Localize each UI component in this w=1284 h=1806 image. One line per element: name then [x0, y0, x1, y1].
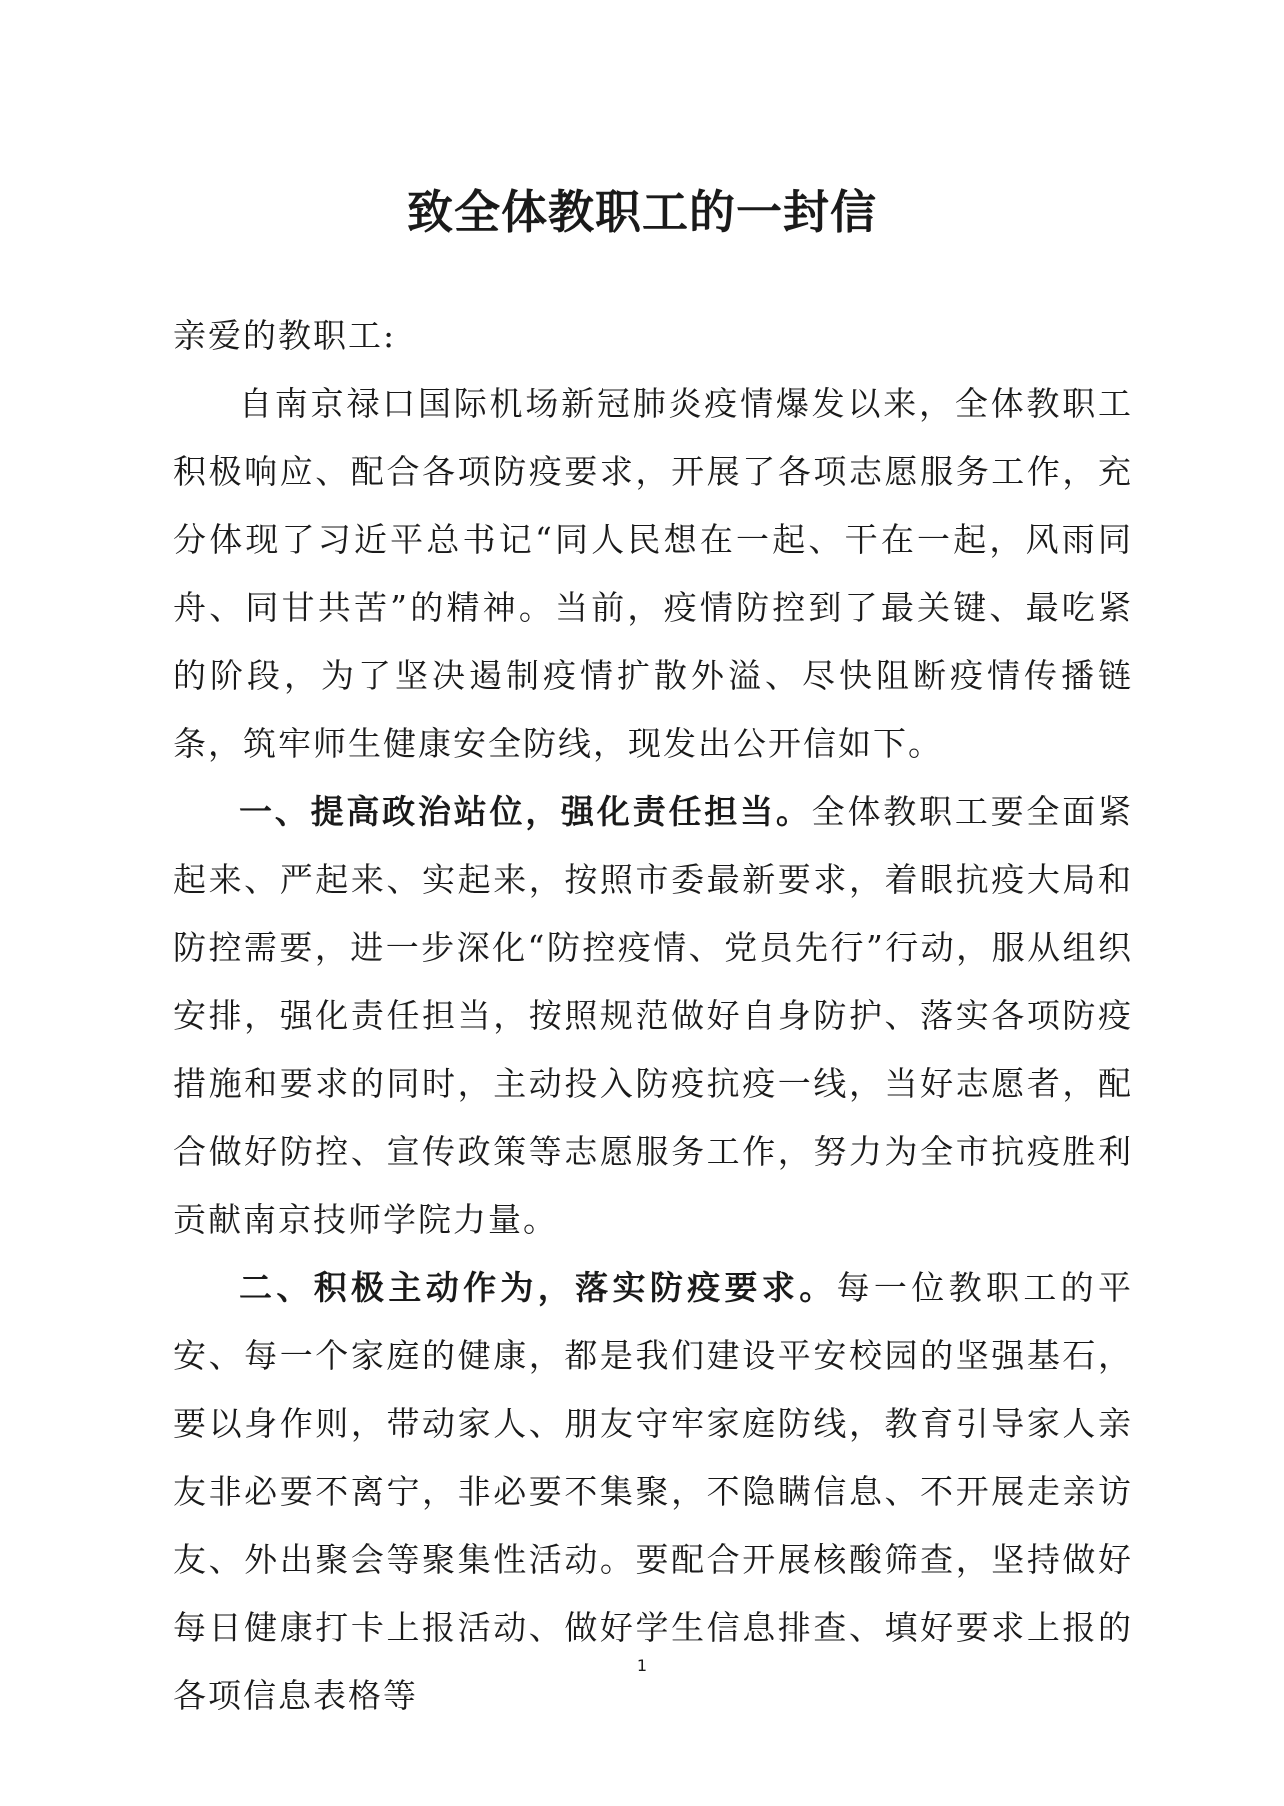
page-number: 1: [636, 1656, 648, 1675]
section-one-text: 全体教职工要全面紧起来、严起来、实起来，按照市委最新要求，着眼抗疫大局和防控需要，进一步深化“防控疫情、党员先行”行动，服从组织安排，强化责任担当，按照规范做好自身防护、落实各项防疫措施和要求的同时，主动投入防疫抗疫一线，当好志愿者，配合做好防控、宣传政策等志愿服务工作，努力为全市抗疫胜利贡献南京技师学院力量。: [173, 792, 1134, 1239]
section-two-text: 每一位教职工的平安、每一个家庭的健康，都是我们建设平安校园的坚强基石，要以身作则，带动家人、朋友守牢家庭防线，教育引导家人亲友非必要不离宁，非必要不集聚，不隐瞒信息、不开展走亲访友、外出聚会等聚集性活动。要配合开展核酸筛查，坚持做好每日健康打卡上报活动、做好学生信息排查、填好要求上报的各项信息表格等: [173, 1268, 1134, 1715]
paragraph-section-one: [173, 778, 1133, 1254]
paragraph-intro-text: 自南京禄口国际机场新冠肺炎疫情爆发以来，全体教职工积极响应、配合各项防疫要求，开展了各项志愿服务工作，充分体现了习近平总书记“同人民想在一起、干在一起，风雨同舟、同甘共苦”的精神。当前，疫情防控到了最关键、最吃紧的阶段，为了坚决遏制疫情扩散外溢、尽快阻断疫情传播链条，筑牢师生健康安全防线，现发出公开信如下。: [173, 384, 1133, 763]
section-two-heading: 二、积极主动作为，落实防疫要求。: [239, 1268, 837, 1307]
document-title: 致全体教职工的一封信: [407, 185, 877, 239]
section-one-heading: 一、提高政治站位，强化责任担当。: [239, 792, 812, 831]
paragraph-intro: [173, 370, 1133, 778]
letter-body: [173, 302, 1133, 1730]
salutation: 亲爱的教职工:: [173, 316, 397, 355]
